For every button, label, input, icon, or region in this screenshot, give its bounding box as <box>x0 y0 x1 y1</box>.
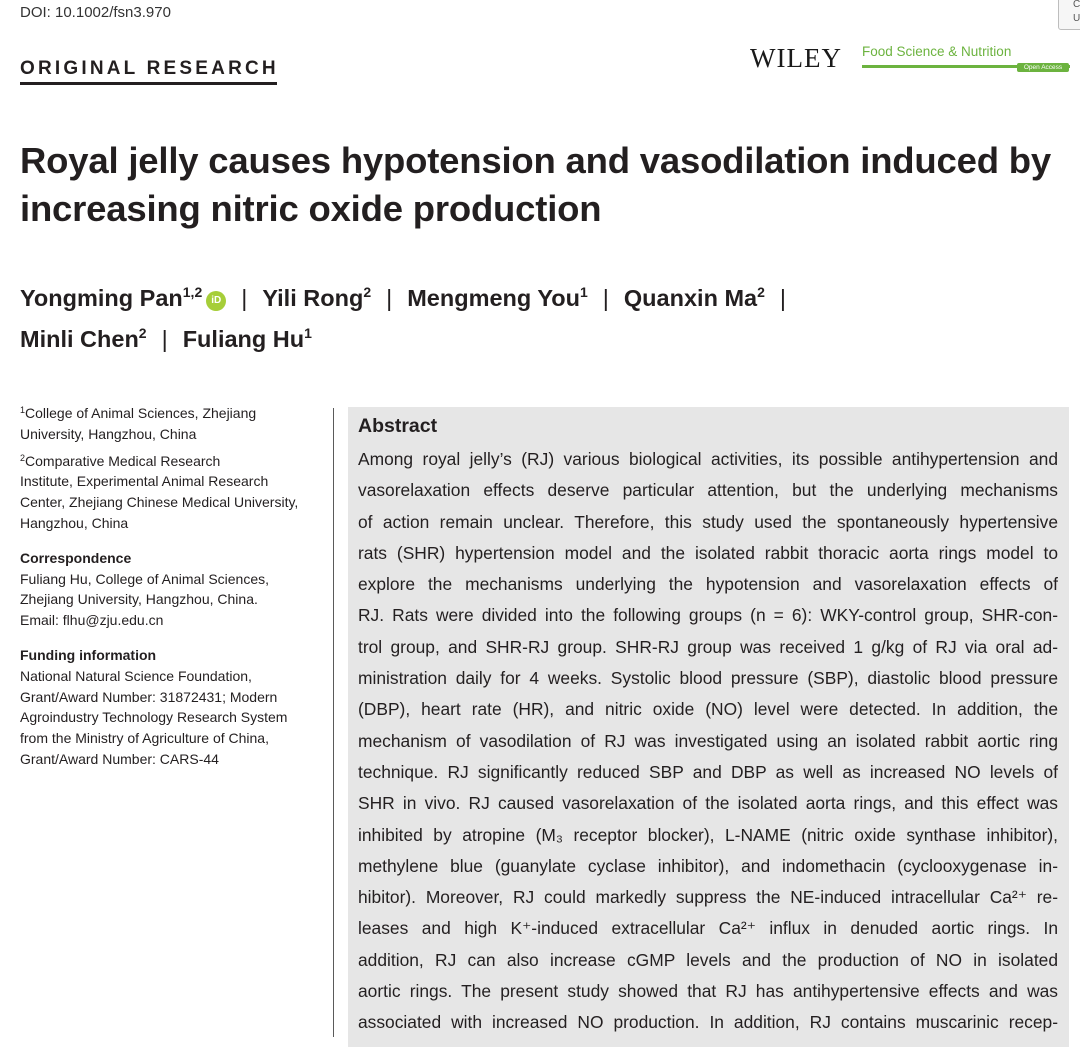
author-separator: | <box>386 285 393 311</box>
abstract-line: vasorelaxation effects deserve particular attention, but the underlying mechanisms <box>358 480 1058 501</box>
doi-label[interactable]: DOI: 10.1002/fsn3.970 <box>20 4 171 21</box>
abstract-line: explore the mechanisms underlying the hypotension and vasorelaxation effects of <box>358 574 1058 595</box>
affiliation: $^1$College of Animal Sciences, Zhejiang University, Hangzhou, China <box>20 405 257 442</box>
affiliation: $^2$Comparative Medical Research Institute, Experimental Animal Research Center, Zhejiang Chinese Medical University, Hangzhou, China <box>20 452 299 531</box>
article-title: Royal jelly causes hypotension and vasodilation induced by increasing nitric oxide production <box>20 140 1051 229</box>
abstract-line: (DBP), heart rate (HR), and nitric oxide (NO) level were detected. In addition, the <box>358 699 1058 720</box>
correspondence-email[interactable]: Email: flhu@zju.edu.cn <box>20 612 164 629</box>
funding-heading: Funding information <box>20 646 157 663</box>
abstract-line: rats (SHR) hypertension model and the isolated rabbit thoracic aorta rings model to <box>358 542 1058 563</box>
abstract-line: of action remain unclear. Therefore, this study used the spontaneously hypertensive <box>358 511 1058 532</box>
author-list <box>20 278 1060 360</box>
abstract-line: aortic rings. The present study showed that RJ has antihypertensive effects and was <box>358 981 1058 1002</box>
orcid-icon[interactable]: iD <box>206 291 226 311</box>
article-sidebar <box>20 403 322 770</box>
abstract-heading: Abstract <box>358 415 438 437</box>
article-type-underline <box>20 82 277 85</box>
abstract-line: methylene blue (guanylate cyclase inhibitor), and indomethacin (cyclooxygenase in- <box>358 855 1058 876</box>
author-link[interactable]: Yongming Pan$^{1,2}$iD <box>20 285 226 311</box>
abstract-text <box>358 444 1058 1039</box>
abstract-line: leases and high K⁺-induced extracellular Ca²⁺ influx in denuded aortic rings. In <box>358 918 1058 939</box>
correspondence-text: Fuliang Hu, College of Animal Sciences, Zhejiang University, Hangzhou, China. Email: flhu@zju.edu.cn <box>20 570 270 629</box>
author-separator: | <box>779 285 786 311</box>
funding-text: National Natural Science Foundation, Grant/Award Number: 31872431; Modern Agroindustry Technology Research System from the Ministry of Agriculture of China, Grant/Award Number: CARS-44 <box>20 667 288 767</box>
abstract-line: associated with increased NO production. In addition, RJ contains muscarinic recep- <box>358 1012 1058 1033</box>
abstract-line: addition, RJ can also increase cGMP levels and the production of NO in isolated <box>358 949 1058 970</box>
author-link[interactable]: Quanxin Ma$^2$ <box>623 284 765 311</box>
open-access-badge: Open Access <box>1017 63 1069 72</box>
author-link[interactable]: Mengmeng You$^1$ <box>407 284 588 311</box>
abstract-line: mechanism of vasodilation of RJ was investigated using an isolated rabbit aortic ring <box>358 730 1058 751</box>
abstract-line: RJ. Rats were divided into the following groups (n = 6): WKY-control group, SHR-con- <box>358 605 1058 626</box>
corner-button[interactable]: C U <box>1058 0 1080 30</box>
column-divider <box>333 408 334 1037</box>
author-link[interactable]: Yili Rong$^2$ <box>262 284 372 311</box>
abstract-line: Among royal jelly’s (RJ) various biological activities, its possible antihypertension and <box>358 449 1058 469</box>
abstract-line: hibitor). Moreover, RJ could markedly suppress the NE-induced intracellular Ca²⁺ re- <box>358 887 1058 908</box>
author-link[interactable]: Fuliang Hu$^1$ <box>182 325 312 352</box>
abstract-line: SHR in vivo. RJ caused vasorelaxation of the isolated aorta rings, and this effect was <box>358 793 1058 814</box>
publisher-logo[interactable]: WILEY <box>750 43 842 73</box>
author-separator: | <box>241 285 248 311</box>
abstract-line: technique. RJ significantly reduced SBP and DBP as well as increased NO levels of <box>358 761 1058 782</box>
abstract-line: ministration daily for 4 weeks. Systolic blood pressure (SBP), diastolic blood pressure <box>358 668 1058 689</box>
journal-name[interactable]: Food Science & Nutrition <box>862 44 1012 59</box>
author-link[interactable]: Minli Chen$^2$ <box>20 325 147 352</box>
author-separator: | <box>161 326 168 352</box>
author-separator: | <box>602 285 609 311</box>
abstract-line: trol group, and SHR-RJ group. SHR-RJ group was received 1 g/kg of RJ via oral ad- <box>358 636 1058 657</box>
article-type-label: ORIGINAL RESEARCH <box>20 58 279 79</box>
correspondence-heading: Correspondence <box>20 549 132 566</box>
abstract-line: inhibited by atropine (M₃ receptor blocker), L-NAME (nitric oxide synthase inhibitor), <box>358 824 1058 845</box>
